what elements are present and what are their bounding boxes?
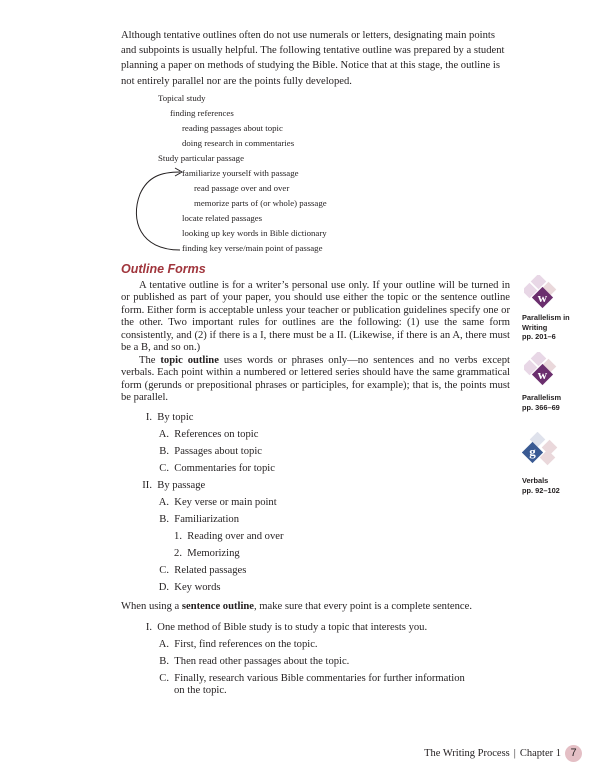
reference-title: Verbals [522,476,549,485]
reference-pages: pp. 92–102 [522,485,560,495]
outline-item: II. By passage [142,480,206,491]
page-footer [424,745,582,762]
outline-item: C. Related passages [159,565,247,576]
outline-item: A. Key verse or main point [158,497,277,508]
page-number: 7 [565,745,582,762]
reference-title: Parallelism in Writing [522,313,570,332]
move-arrow-icon [126,160,196,260]
sentence-outline-intro: When using a sentence outline, make sure that every point is a complete sentence. [121,601,472,612]
intro-paragraph: Although tentative outlines often do not use numerals or letters, designating main points and subpoints is usually helpful. The following tentative outline was prepared by a student planning a paper on methods of studying the Bible. Notice that at this stage, the outline is not entirely parallel nor are the points fully developed. [121,30,505,87]
grammar-badge-w-icon [524,352,562,390]
outline-line: Topical study [158,93,206,103]
outline-item: A. First, find references on the topic. [158,639,318,650]
outline-line: doing research in commentaries [182,138,295,148]
outline-line: finding key verse/main point of passage [182,243,323,253]
outline-line: locate related passages [182,213,263,223]
outline-line: reading passages about topic [182,123,283,133]
svg-text:w: w [537,367,548,382]
outline-line: Study particular passage [158,153,244,163]
grammar-badge-g-icon [522,432,564,472]
outline-item: B. Familiarization [159,514,240,525]
term-sentence-outline: sentence outline [181,601,254,612]
footer-divider: | [513,748,516,759]
outline-line: read passage over and over [194,183,290,193]
outline-line: finding references [170,108,234,118]
outline-line: memorize parts of (or whole) passage [194,198,327,208]
outline-line: looking up key words in Bible dictionary [182,228,327,238]
outline-item: C. Commentaries for topic [159,463,275,474]
reference-pages: pp. 201–6 [522,332,556,342]
outline-item: I. One method of Bible study is to study a topic that interests you. [145,622,428,633]
svg-text:g: g [529,444,536,459]
footer-chapter: Chapter 1 [519,748,561,759]
outline-item: C. Finally, research various Bible commentaries for further information [159,673,465,684]
footer-section: The Writing Process [424,748,510,759]
outline-item: on the topic. [174,685,227,696]
paragraph-outline-forms: A tentative outline is for a writer’s personal use only. If your outline will be turned in or published as part of your paper, you should use either the topic or the sentence outline form. Either form is acceptable unless your teacher or publication guidelines specify one or the other. Two important rules for outlines are the following: (1) use the same form consistently, and (2) if there is a I, there must be a II. (Likewise, if there is an A, there must be a B, and so on.) [121,280,510,354]
outline-item: I. By topic [145,412,194,423]
outline-item: B. Then read other passages about the topic. [159,656,350,667]
term-topic-outline: topic outline [160,355,219,366]
outline-item: 1. Reading over and over [174,531,284,542]
outline-item: 2. Memorizing [174,548,240,559]
outline-item: D. Key words [158,582,221,593]
outline-item: A. References on topic [158,429,259,440]
section-heading: Outline Forms [121,262,206,276]
reference-pages: pp. 366–69 [522,402,560,412]
svg-text:w: w [537,290,548,305]
reference-title: Parallelism [522,393,562,402]
outline-item: B. Passages about topic [159,446,262,457]
grammar-badge-w-icon [524,275,562,313]
outline-line: familiarize yourself with passage [182,168,299,178]
paragraph-topic-outline: The topic outline uses words or phrases only—no sentences and no verbs except verbals. Each point within a numbered or lettered series should have the same grammatical form (gerunds or prepositional phrases or participles, for example); that is, the points must be parallel. [121,355,511,404]
